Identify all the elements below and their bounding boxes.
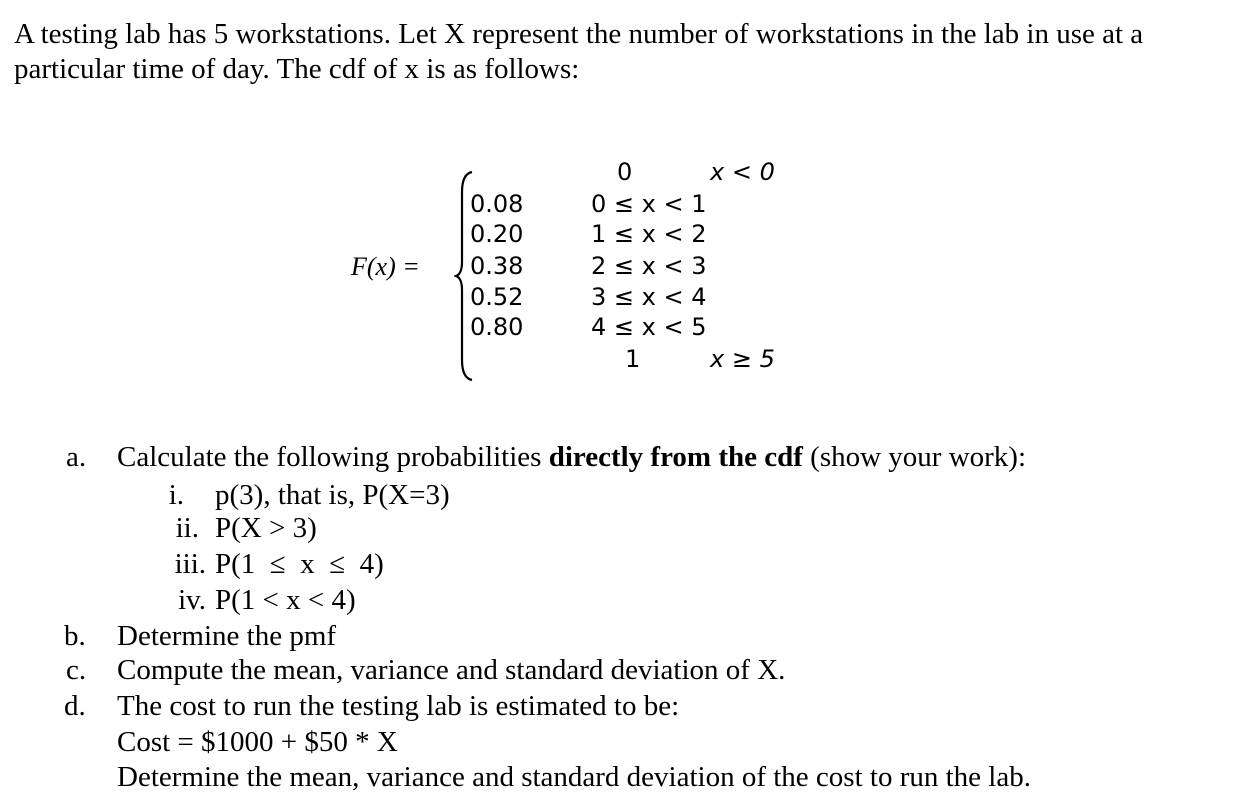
question-text: Compute the mean, variance and standard deviation of X. xyxy=(117,654,786,686)
cdf-lhs: F(x) = xyxy=(351,252,420,281)
question-text: Determine the pmf xyxy=(117,620,337,652)
cdf-condition: 1 ≤ x < 2 xyxy=(591,220,707,248)
cdf-bottom-condition: x ≥ 5 xyxy=(710,345,775,373)
question-text-end: (show your work): xyxy=(802,441,1027,473)
subitem-text: p(3), that is, P(X=3) xyxy=(215,479,450,511)
cdf-condition: 2 ≤ x < 3 xyxy=(591,252,707,280)
question-marker: b. xyxy=(64,620,86,652)
subitem-text: P(1 < x < 4) xyxy=(215,584,356,616)
cdf-condition: 3 ≤ x < 4 xyxy=(591,283,707,311)
subitem-marker: i. xyxy=(168,479,184,511)
cdf-value: 0.08 xyxy=(470,190,524,218)
cdf-condition: 0 ≤ x < 1 xyxy=(591,190,707,218)
question-marker: a. xyxy=(66,441,87,473)
question-text-emphasis: directly from the cdf xyxy=(548,441,803,473)
question-text-start: Calculate the following probabilities xyxy=(117,441,549,473)
problem-intro: A testing lab has 5 workstations. Let X represent the number of workstations in the lab in use at a particular time of day. The cdf of x is as follows: xyxy=(14,18,1144,85)
question-followup: Determine the mean, variance and standard deviation of the cost to run the lab. xyxy=(117,761,1031,793)
cdf-value: 0.52 xyxy=(470,283,524,311)
question-text: The cost to run the testing lab is estimated to be: xyxy=(117,690,680,722)
cost-formula: Cost = $1000 + $50 * X xyxy=(117,726,398,758)
cdf-condition: 4 ≤ x < 5 xyxy=(591,313,707,341)
subitem-text: P(X > 3) xyxy=(215,512,317,544)
cdf-top-condition: x < 0 xyxy=(710,158,775,186)
subitem-text: P(1 ≤ x ≤ 4) xyxy=(215,548,384,580)
cdf-value: 0.38 xyxy=(470,252,524,280)
question-marker: d. xyxy=(64,690,86,722)
question-text xyxy=(117,440,1026,474)
cdf-value: 0.80 xyxy=(470,313,524,341)
subitem-marker: iv. xyxy=(178,584,206,616)
subitem-marker: iii. xyxy=(174,548,206,580)
cdf-value: 0.20 xyxy=(470,220,524,248)
subitem-marker: ii. xyxy=(175,512,199,544)
question-marker: c. xyxy=(66,654,87,686)
cdf-top-value: 0 xyxy=(617,158,633,186)
cdf-bottom-value: 1 xyxy=(625,345,641,373)
